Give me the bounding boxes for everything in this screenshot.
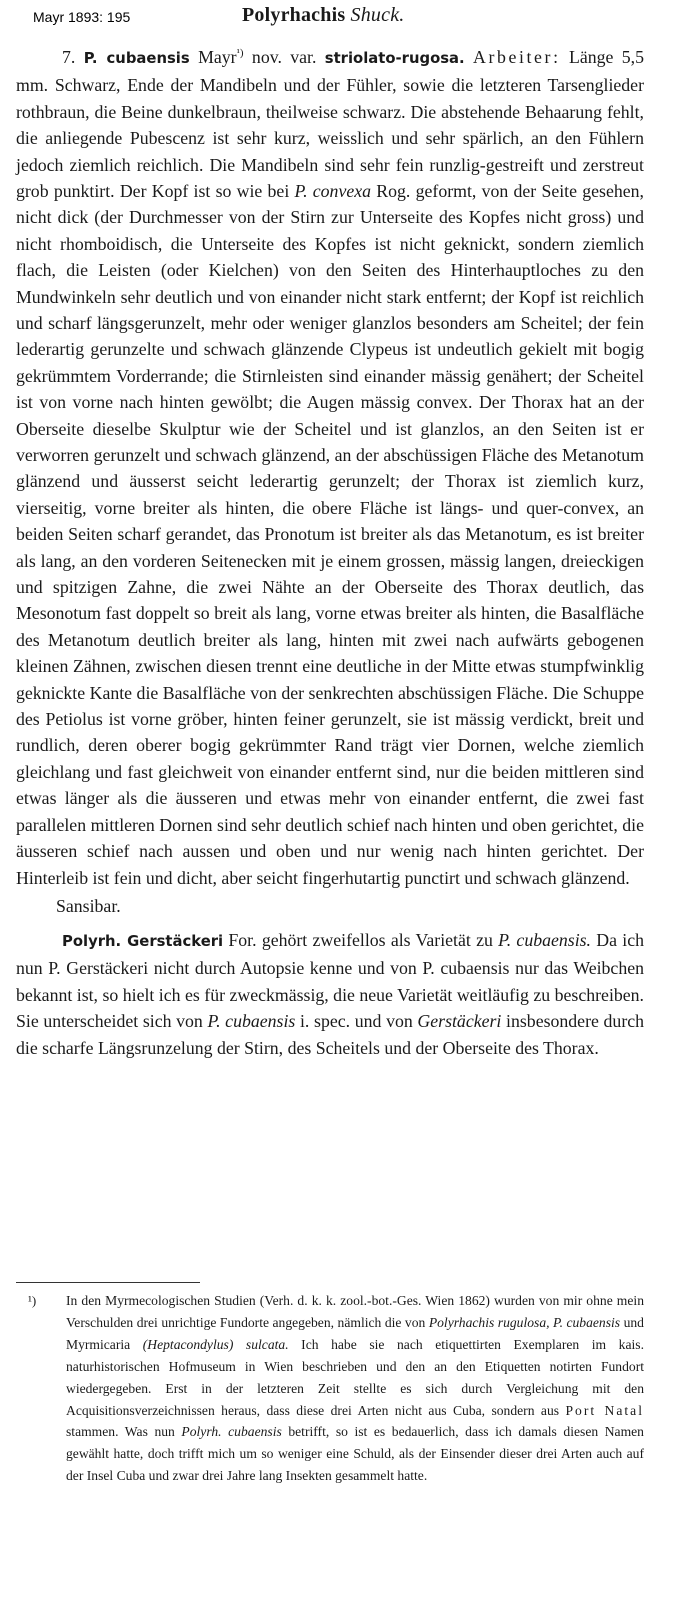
footnote-text-1: In den Myrmecologischen Studien (Verh. d. k. k. zool.-bot.-Ges. Wien 1862) wurden von mir ohne mein Verschulden drei unrichtige Fundorte angegeben, nämlich die von	[66, 1293, 644, 1330]
remark-text-1: For. gehört zweifellos als Varietät zu	[228, 929, 493, 950]
main-text	[16, 40, 644, 1061]
running-title	[242, 4, 405, 27]
species-author: Mayr	[198, 46, 237, 67]
footnote-italic-3: Polyrh. cubaensis	[181, 1424, 282, 1440]
footnote-text-4: stammen. Was nun	[66, 1424, 175, 1440]
footnote-italic-1: Polyrhachis rugulosa, P. cubaensis	[428, 1314, 621, 1330]
remark-italic-2: P. cubaensis	[207, 1011, 296, 1032]
footnote-reference: ¹)	[236, 47, 244, 59]
footnote-italic-2: (Heptacondylus) sulcata.	[142, 1336, 289, 1352]
locality: Sansibar.	[56, 895, 121, 916]
footnote-divider	[16, 1282, 200, 1283]
remark-text-3: i. spec. und von	[299, 1011, 413, 1032]
page-header	[0, 0, 689, 36]
footnote-text-5: betrifft, so ist es bedauerlich, dass ich damals diesen Namen gewählt hatte, doch trifft mich um so weniger eine Schuld, als der Einsender dieser drei Arten auch auf der Insel Cuba und zwar drei Jahre lang Insekten gesammelt hatte.	[66, 1424, 644, 1484]
species-name: P. cubaensis	[83, 49, 190, 67]
footnote-text-3: Ich habe sie nach etiquettirten Exemplaren im kais. naturhistorischen Hofmuseum in Wien beschrieben und den an den Etiquetten notirten Fundort wiedergegeben. Erst in der letzteren Zeit stellte es sich durch Vergleichung mit den Acquisitionsverzeichnissen heraus, dass diese drei Arten nicht aus Cuba, sondern aus	[66, 1336, 644, 1418]
remark-italic-3: Gerstäckeri	[417, 1011, 502, 1032]
entry-number: 7.	[62, 46, 76, 67]
footnote-marker: ¹)	[28, 1293, 37, 1308]
remark-text-2: Da ich nun P. Gerstäckeri nicht durch Autopsie kenne und von P. cubaensis nur das Weibchen bekannt ist, so hielt ich es für zweckmässig, die neue Varietät weitläufig zu beschreiben. Sie unterscheidet sich von	[16, 929, 645, 1032]
footnote-text	[16, 1290, 644, 1487]
remark-text-4: insbesondere durch die scharfe Längsrunzelung der Stirn, des Scheitels und der Oberseite des Thorax.	[16, 1011, 645, 1058]
variety-prefix: nov. var.	[251, 46, 317, 67]
variety-name: striolato-rugosa.	[324, 49, 465, 67]
compare-species: P. convexa	[294, 180, 372, 201]
species-description	[16, 40, 644, 891]
page-reference: Mayr 1893: 195	[33, 9, 131, 25]
footnote-text-2: und Myrmicaria	[66, 1314, 644, 1352]
description-text-2: geformt, von der Seite gesehen, nicht dick (der Durchmesser von der Stirn zur Unterseite des Kopfes nicht gross) und nicht rhomboidisch, die Unterseite des Kopfes ist nicht geknickt, sondern ziemlich flach, die Leisten (oder Kielchen) von den Seiten des Hinterhauptloches zu den Mundwinkeln sehr deutlich und von einander nicht stark entfernt; der Kopf ist reichlich und scharf längsgerunzelt, mehr oder weniger glanzlos besonders am Scheitel; der fein lederartig gerunzelte und schwach glänzende Clypeus ist undeutlich gekielt mit bogig gekrümmtem Vorderrande; die Stirnleisten sind einander mässig genähert; der Scheitel ist von vorne nach hinten gewölbt; die Augen mässig convex. Der Thorax hat an der Oberseite dieselbe Skulptur wie der Scheitel und ist glanzlos, an den Seiten ist er verworren gerunzelt und schwach glänzend, an der abschüssigen Fläche des Metanotum glänzend und äusserst seicht lederartig gerunzelt; der Thorax ist ziemlich kurz, vierseitig, vorne breiter als hinten, die obere Fläche ist längs- und quer-convex, an beiden Seiten scharf gerandet, das Pronotum ist breiter als das Metanotum, es ist breiter als lang, an den vorderen Seitenecken mit je einem grossen, mässig langen, dreieckigen und spitzigen Zahne, die zwei Nähte an der Oberseite des Thorax deutlich, das Mesonotum fast doppelt so breit als lang, vorne etwas breiter als hinten, die Basalfläche des Metanotum deutlich breiter als lang, hinten mit zwei nach aufwärts gebogenen kleinen Zähnen, zwischen diesen trennt eine deutliche in der Mitte etwas stumpfwinklig geknickte Kante die Basalfläche von der senkrechten abschüssigen Fläche. Die Schuppe des Petiolus ist vorne gröber, hinten feiner gerunzelt, sie ist mässig verdickt, breit und rundlich, deren oberer bogig gekrümmter Rand trägt vier Dornen, welche ziemlich gleichlang und fast gleichweit von einander entfernt sind, nur die beiden mittleren sind etwas länger als die äusseren und etwas mehr von einander entfernt, die zwei fast parallelen mittleren Dornen sind sehr deutlich schief nach hinten und oben gerichtet, die äusseren schief nach aussen und oben und nur wenig nach hinten gerichtet. Der Hinterleib ist fein und dicht, aber seicht fingerhutartig punctirt und schwach glänzend.	[16, 180, 644, 888]
remark-paragraph	[16, 927, 644, 1061]
remark-italic-1: P. cubaensis.	[498, 929, 592, 950]
compare-author: Rog.	[376, 180, 411, 201]
genus-author: Shuck.	[350, 4, 405, 26]
genus-name: Polyrhachis	[242, 4, 346, 26]
footnote-place: Port Natal	[565, 1402, 644, 1418]
footnote	[16, 1290, 644, 1487]
caste-label: Arbeiter:	[473, 46, 561, 67]
description-text-1: Länge 5,5 mm. Schwarz, Ende der Mandibeln und der Fühler, sowie die letzteren Tarsenglieder rothbraun, die Beine dunkelbraun, theilweise schwarz. Die abstehende Behaarung fehlt, die anliegende Pubescenz ist sehr kurz, weisslich und sehr spärlich, an den Fühlern jedoch ziemlich reichlich. Die Mandibeln sind sehr fein runzlig-gestreift und zerstreut grob punktirt. Der Kopf ist so wie bei	[16, 46, 645, 201]
remark-species-name: Polyrh. Gerstäckeri	[62, 932, 224, 950]
